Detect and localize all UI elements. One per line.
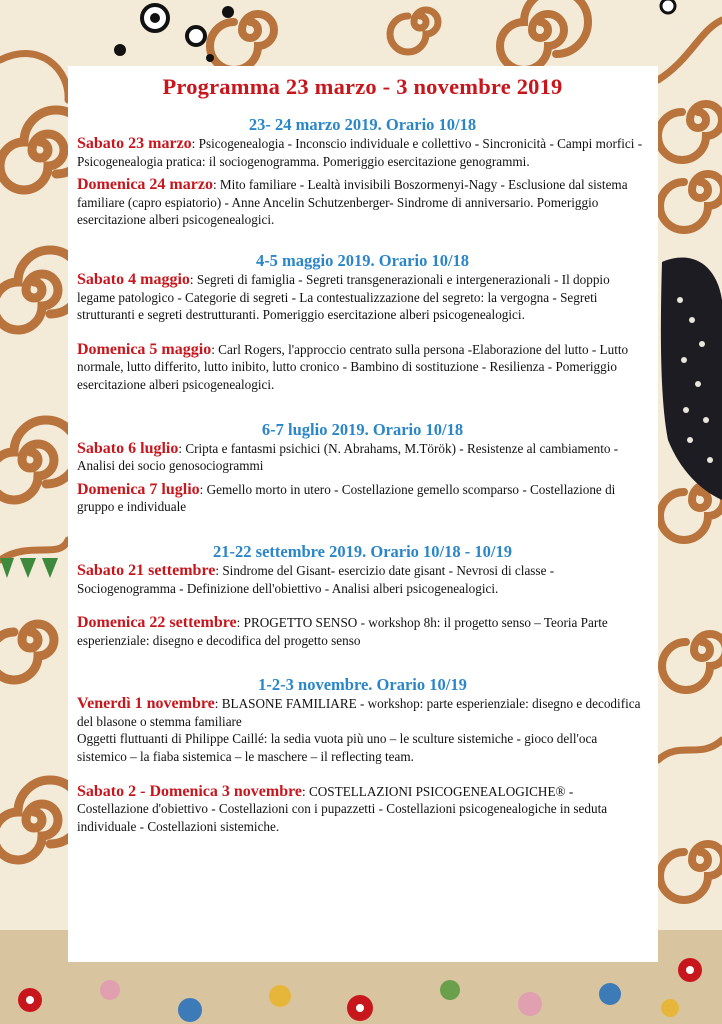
- day-entry: [77, 783, 648, 836]
- day-label: Venerdì 1 novembre: [77, 695, 215, 713]
- section-may: [77, 251, 648, 394]
- day-text: : Gemello morto in utero - Costellazione gemello scomparso - Costellazione di gruppo e individuale: [77, 481, 616, 515]
- day-text: : Sindrome del Gisant- esercizio date gisant - Nevrosi di classe - Sociogenogramma - Definizione dell'obiettivo - Analisi alberi psicogenealogici.: [77, 562, 555, 596]
- day-entry: [77, 176, 648, 229]
- day-entry: [77, 440, 648, 475]
- day-text: : BLASONE FAMILIARE - workshop: parte esperienziale: disegno e decodifica del blasone o stemma familiare: [77, 696, 641, 729]
- section-july: [77, 420, 648, 516]
- section-march: [77, 115, 648, 229]
- day-entry: [77, 562, 648, 597]
- section-heading: 4-5 maggio 2019. Orario 10/18: [255, 250, 470, 270]
- program-panel: [68, 66, 658, 962]
- day-entry: [77, 614, 648, 649]
- section-september: [77, 542, 648, 649]
- day-text: : Mito familiare - Lealtà invisibili Boszormenyi-Nagy - Esclusione dal sistema familiare (capro espiatorio) - Anne Ancelin Schutzenberger- Sindrome di anniversario. Pomeriggio esercitazione alberi psicogenealogici.: [77, 177, 628, 228]
- day-entry: [77, 481, 648, 516]
- day-label: Sabato 21 settembre: [77, 561, 216, 579]
- day-text: : Segreti di famiglia - Segreti transgenerazionali e intergenerazionali - Il doppio legame patologico - Categorie di segreti - La contestualizzazione del segreto: la vergogna - Segreti strutturanti e segreti destrutturanti. Pomeriggio esercitazione alberi psicogenealogici.: [77, 271, 610, 323]
- section-heading: 1-2-3 novembre. Orario 10/19: [258, 675, 467, 695]
- day-entry: [77, 695, 648, 730]
- day-label: Sabato 6 luglio: [77, 439, 179, 457]
- section-heading: 21-22 settembre 2019. Orario 10/18 - 10/19: [213, 541, 512, 561]
- day-text: : Carl Rogers, l'approccio centrato sulla persona -Elaborazione del lutto - Lutto normale, lutto differito, lutto inibito, lutto cronico - Bambino di sostituzione - Resilienza - Pomeriggio esercitazione alberi psicogenealogici.: [77, 341, 629, 392]
- day-extra-text: Oggetti fluttuanti di Philippe Caillé: la sedia vuota più uno – le sculture sistemiche - gioco dell'oca sistemico – la fiaba sistemica – le maschere – il reflecting team.: [77, 731, 598, 765]
- day-label: Sabato 2 - Domenica 3 novembre: [77, 782, 303, 800]
- day-text: : Cripta e fantasmi psichici (N. Abrahams, M.Török) - Resistenze al cambiamento - Analisi dei socio genosociogrammi: [77, 440, 619, 474]
- day-label: Sabato 23 marzo: [77, 135, 192, 152]
- section-november: [77, 675, 648, 835]
- day-text: : PROGETTO SENSO - workshop 8h: il progetto senso – Teoria Parte esperienziale: disegno e decodifica del progetto senso: [77, 615, 608, 648]
- page-title: Programma 23 marzo - 3 novembre 2019: [162, 74, 563, 99]
- day-text: : Psicogenealogia - Inconscio individuale e collettivo - Sincronicità - Campi morfici - Psicogenealogia pratica: il sociogenogramma. Pomeriggio esercitazione genogrammi.: [77, 136, 643, 169]
- day-entry: [77, 341, 648, 394]
- day-label: Domenica 24 marzo: [77, 176, 213, 194]
- day-entry: [77, 271, 648, 324]
- day-label: Domenica 22 settembre: [77, 614, 237, 632]
- day-label: Domenica 7 luglio: [77, 480, 200, 498]
- day-text: : COSTELLAZIONI PSICOGENEALOGICHE® - Costellazione d'obiettivo - Costellazioni con i pupazzetti - Costellazioni psicogenealogiche in seduta individuale - Costellazioni sistemiche.: [77, 783, 608, 834]
- day-label: Sabato 4 maggio: [77, 270, 190, 288]
- day-label: Domenica 5 maggio: [77, 340, 212, 358]
- section-heading: 6-7 luglio 2019. Orario 10/18: [261, 419, 464, 439]
- day-entry: [77, 135, 648, 170]
- section-heading: 23- 24 marzo 2019. Orario 10/18: [248, 115, 477, 134]
